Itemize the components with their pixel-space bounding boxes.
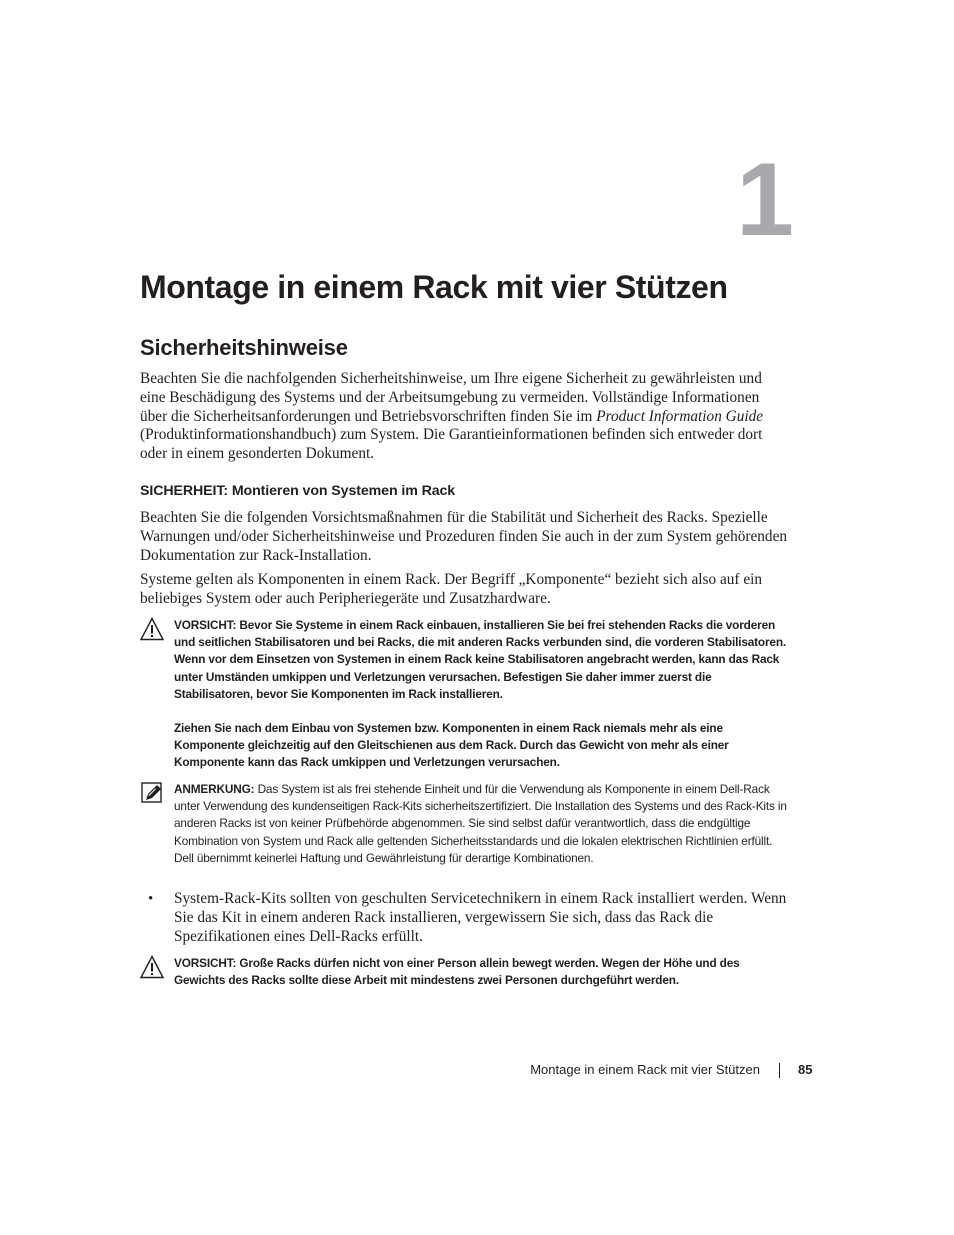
note-body: Das System ist als frei stehende Einheit und für die Verwendung als Komponente in einem Dell-Rack unter Verwendung des kundenseitigen Rack-Kits sicherheitszertifiziert. Die Installation des Systems und des Rack-Kits in anderen Racks ist von keiner Prüfbehörde abgenommen. Sie sind selbst dafür verantwortlich, dass die endgültige Kombination von System und Rack alle geltenden Sicherheitsstandards und die lokalen elektrischen Richtlinien erfüllt. Dell übernimmt keinerlei Haftung und Gewährleistung für derartige Kombinationen. bbox=[174, 782, 787, 865]
caution-notice-2 bbox=[140, 955, 790, 989]
section-title: Sicherheitshinweise bbox=[140, 335, 348, 360]
precautions-paragraph: Beachten Sie die folgenden Vorsichtsmaßnahmen für die Stabilität und Sicherheit des Racks. Spezielle Warnungen und/oder Sicherheitshinweise und Prozeduren finden Sie auch in der zum System gehörenden Dokumentation zur Rack-Installation. bbox=[140, 509, 788, 564]
caution-triangle-icon bbox=[140, 617, 164, 641]
caution-label: VORSICHT: bbox=[174, 618, 237, 632]
product-guide-title: Product Information Guide bbox=[596, 407, 764, 425]
intro-text-end: (Produktinformationshandbuch) zum System. Die Garantieinformationen befinden sich entweder dort oder in einem gesonderten Dokument. bbox=[140, 426, 763, 463]
footer-chapter-title: Montage in einem Rack mit vier Stützen bbox=[530, 1062, 760, 1077]
page-number: 85 bbox=[798, 1062, 813, 1077]
note-notice bbox=[140, 781, 790, 867]
caution-2-body: Große Racks dürfen nicht von einer Person allein bewegt werden. Wegen der Höhe und des Gewichts des Racks sollte diese Arbeit mit mindestens zwei Personen durchgeführt werden. bbox=[174, 956, 740, 988]
caution-2-label: VORSICHT: bbox=[174, 956, 237, 970]
chapter-title: Montage in einem Rack mit vier Stützen bbox=[140, 269, 728, 305]
caution-body-continued: Ziehen Sie nach dem Einbau von Systemen bzw. Komponenten in einem Rack niemals mehr als eine Komponente gleichzeitig auf den Gleitschienen aus dem Rack. Durch das Gewicht von mehr als einer Komponente kann das Rack umkippen und Verletzungen verursachen. bbox=[174, 721, 729, 770]
note-pencil-icon bbox=[140, 781, 164, 805]
chapter-number: 1 bbox=[736, 142, 794, 258]
intro-text-start: Beachten Sie die nachfolgenden Sicherheitshinweise, um Ihre eigene Sicherheit zu gewährleisten und eine Beschädigung des Systems und der Arbeitsumgebung zu vermeiden. Vollständige Informationen über die Sicherheitsanforderungen und Betriebsvorschriften finden Sie im bbox=[140, 370, 762, 425]
caution-notice bbox=[140, 617, 790, 703]
bullet-item bbox=[140, 890, 790, 946]
caution-2-text bbox=[174, 955, 790, 989]
caution-body: Bevor Sie Systeme in einem Rack einbauen, installieren Sie bei frei stehenden Racks die vorderen und seitlichen Stabilisatoren und bei Racks, die mit anderen Racks verbunden sind, die vorderen Stabilisatoren. Wenn vor dem Einsetzen von Systemen in einem Rack keine Stabilisatoren angebracht werden, kann das Rack unter Umständen umkippen und Verletzungen verursachen. Befestigen Sie daher immer zuerst die Stabilisatoren, bevor Sie Komponenten im Rack installieren. bbox=[174, 618, 787, 701]
bullet-text: System-Rack-Kits sollten von geschulten Servicetechnikern in einem Rack installiert werden. Wenn Sie das Kit in einem anderen Rack installieren, vergewissern Sie sich, dass das Rack die Spezifikationen eines Dell-Racks erfüllt. bbox=[174, 890, 787, 945]
component-paragraph: Systeme gelten als Komponenten in einem Rack. Der Begriff „Komponente“ bezieht sich also auf ein beliebiges System oder auch Peripheriegeräte und Zusatzhardware. bbox=[140, 571, 763, 607]
caution-triangle-icon bbox=[140, 955, 164, 979]
bullet-marker: • bbox=[148, 891, 154, 907]
caution-text bbox=[174, 617, 790, 703]
caution-notice-continued bbox=[140, 720, 790, 772]
subsection-title: SICHERHEIT: Montieren von Systemen im Rack bbox=[140, 483, 456, 499]
note-label: ANMERKUNG: bbox=[174, 782, 255, 796]
note-text bbox=[174, 781, 790, 867]
intro-paragraph bbox=[140, 370, 790, 464]
footer-separator bbox=[779, 1063, 780, 1078]
